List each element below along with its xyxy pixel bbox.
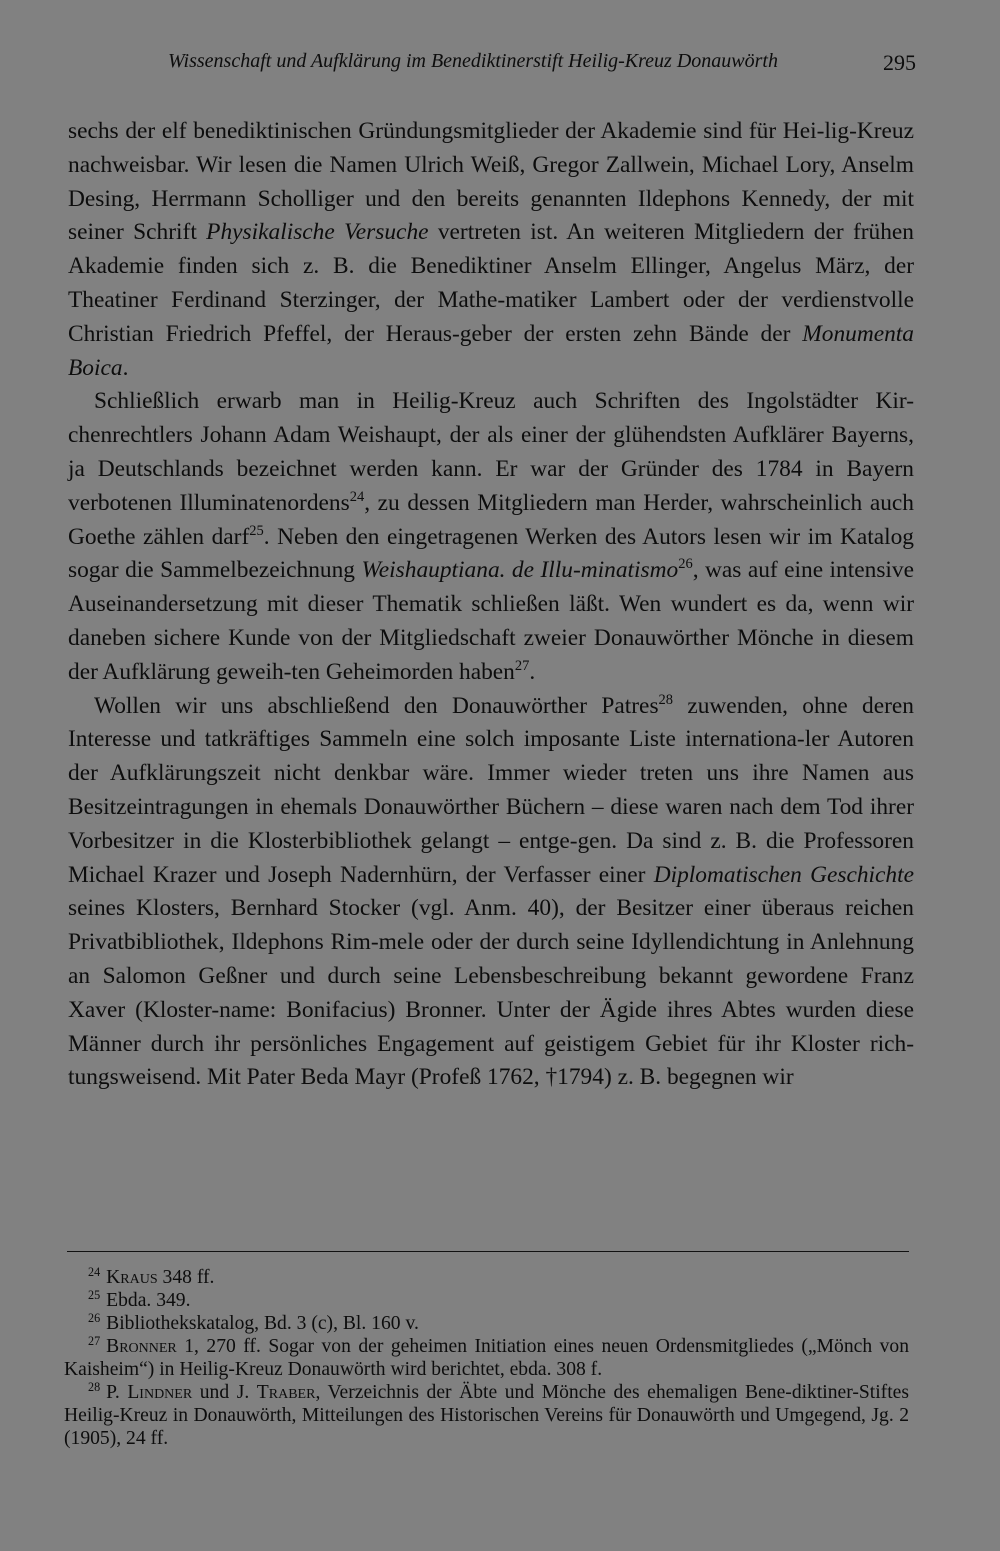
paragraph-2 [68, 385, 914, 689]
author-name: Bronner [106, 1336, 177, 1357]
body-text [68, 115, 914, 1095]
footnote-28 [64, 1381, 909, 1450]
footnote-ref-28[interactable]: 28 [658, 691, 674, 708]
text-run: Schließlich erwarb man in Heilig-Kreuz auch Schriften des Ingolstädter Kir-chenrechtlers Johann Adam Weishaupt, der als einer der glühendsten Aufklärer Bayerns, ja Deutschlands bezeichnet werden kann. Er war der Gründer des 1784 in Bayern verbotenen Illuminatenordens [68, 388, 914, 516]
footnote-text: 1, 270 ff. Sogar von der geheimen Initiation eines neuen Ordensmitgliedes („Mönch von Kaisheim“) in Heilig-Kreuz Donauwörth wird berichtet, ebda. 308 f. [64, 1336, 909, 1380]
footnote-26 [64, 1312, 909, 1335]
text-run: . [529, 658, 536, 685]
text-run: . [122, 354, 129, 381]
title-italic: Weishauptiana. de Illu-minatismo [361, 557, 679, 584]
footnote-text: Ebda. 349. [106, 1290, 191, 1311]
footnote-25 [64, 1289, 909, 1312]
footnote-number: 28 [88, 1380, 101, 1395]
paragraph-3 [68, 690, 914, 1096]
footnote-divider [67, 1251, 909, 1252]
author-name: Lindner [127, 1382, 193, 1403]
footnote-24 [64, 1266, 909, 1289]
running-title: Wissenschaft und Aufklärung im Benediktinerstift Heilig-Kreuz Donauwörth [168, 50, 778, 72]
footnote-number: 26 [88, 1311, 101, 1326]
paragraph-1 [68, 115, 914, 385]
text-run: sechs der elf benediktinischen Gründungsmitglieder der Akademie sind für Hei-lig-Kreuz nachweisbar. Wir lesen die Namen Ulrich Weiß, Gregor Zallwein, Michael Lory, Anselm Desing, Herrmann Scholliger und den bereits genannten Ildephons Kennedy, der mit seiner Schrift [68, 118, 914, 246]
text-run: , was auf eine intensive Auseinandersetzung mit dieser Thematik schließen läßt. Wen wundert es da, wenn wir daneben sichere Kunde von der Mitgliedschaft zweier Donauwörther Mönche in diesem der Aufklärung geweih-ten Geheimorden haben [68, 557, 915, 685]
title-italic: Diplomatischen Geschichte [653, 861, 914, 888]
text-run: . Neben den eingetragenen Werken des Autors lesen wir im Katalog sogar die Sammelbezeichnung [68, 523, 914, 584]
page-number: 295 [883, 50, 916, 75]
footnote-text: und J. [192, 1382, 257, 1403]
text-run: seines Klosters, Bernhard Stocker (vgl. Anm. 40), der Besitzer einer überaus reichen Privatbibliothek, Ildephons Rim-mele oder der durch seine Idyllendichtung in Anlehnung an Salomon Geßner und durch seine Lebensbeschreibung bekannt gewordene Franz Xaver (Kloster-name: Bonifacius) Bronner. Unter der Ägide ihres Abtes wurden diese Männer durch ihr persönliches Engagement auf geistigem Gebiet für ihr Kloster rich-tungsweisend. Mit Pater Beda Mayr (Profeß 1762, †1794) z. B. begegnen wir [68, 895, 914, 1091]
footnote-27 [64, 1335, 909, 1381]
footnote-ref-26[interactable]: 26 [678, 556, 693, 573]
text-run: vertreten ist. An weiteren Mitgliedern der frühen Akademie finden sich z. B. die Benediktiner Anselm Ellinger, Angelus März, der Theatiner Ferdinand Sterzinger, der Mathe-matiker Lambert oder der verdienstvolle Christian Friedrich Pfeffel, der Heraus-geber der ersten zehn Bände der [68, 219, 914, 347]
text-run: Wollen wir uns abschließend den Donauwörther Patres [94, 692, 659, 719]
text-run: , zu dessen Mitgliedern man Herder, wahrscheinlich auch Goethe zählen darf [68, 489, 914, 550]
footnote-ref-27[interactable]: 27 [514, 657, 530, 674]
footnote-text: , Verzeichnis der Äbte und Mönche des ehemaligen Bene-diktiner-Stiftes Heilig-Kreuz in Donauwörth, Mitteilungen des Historischen Vereins für Donauwörth und Umgegend, Jg. 2 (1905), 24 ff. [64, 1382, 909, 1449]
title-italic: Physikalische Versuche [206, 219, 429, 246]
footnote-ref-25[interactable]: 25 [249, 522, 264, 539]
footnote-text: Bibliothekskatalog, Bd. 3 (c), Bl. 160 v. [106, 1313, 419, 1334]
title-italic: Monumenta Boica [68, 320, 914, 381]
author-name: Traber [256, 1382, 316, 1403]
text-run: zuwenden, ohne deren Interesse und tatkräftiges Sammeln eine solch imposante Liste internationa-ler Autoren der Aufklärungszeit nicht denkbar wäre. Immer wieder treten uns ihre Namen aus Besitzeintragungen in ehemals Donauwörther Büchern – diese waren nach dem Tod ihrer Vorbesitzer in die Klosterbibliothek gelangt – entge-gen. Da sind z. B. die Professoren Michael Krazer und Joseph Nadernhürn, der Verfasser einer [68, 692, 915, 888]
footnote-ref-24[interactable]: 24 [349, 488, 365, 505]
footnote-number: 24 [88, 1265, 101, 1280]
author-name: Kraus [106, 1267, 158, 1288]
footnote-number: 25 [88, 1288, 101, 1303]
footnote-number: 27 [88, 1334, 101, 1349]
footnote-text: 348 ff. [157, 1267, 215, 1288]
footnote-text: P. [106, 1382, 128, 1403]
footnotes [64, 1266, 909, 1450]
